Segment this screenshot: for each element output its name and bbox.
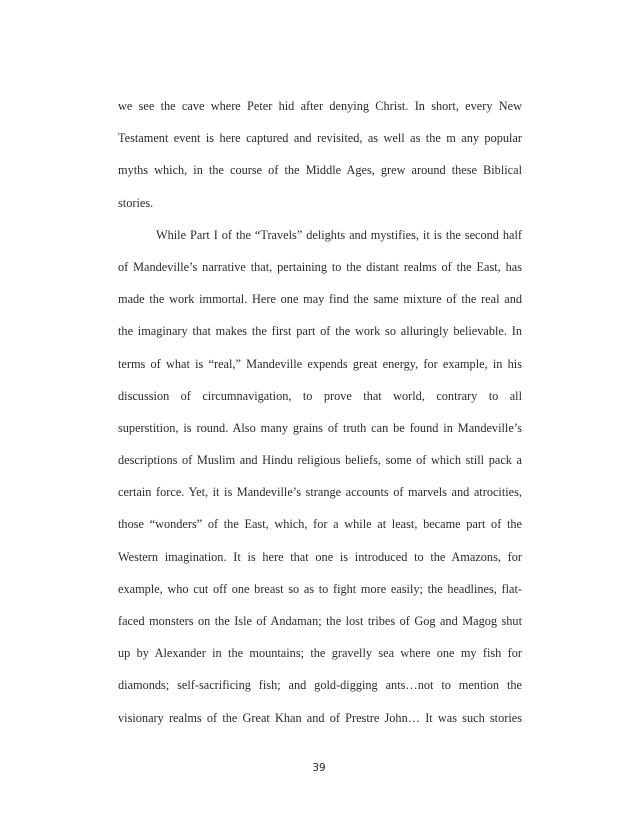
text-line: the imaginary that makes the first part of the work so alluringly believable. In [118,324,522,339]
text-line: those “wonders” of the East, which, for a while at least, became part of the [118,517,522,532]
text-line: terms of what is “real,” Mandeville expends great energy, for example, in his [118,356,522,371]
text-line: we see the cave where Peter hid after denying Christ. In short, every New [118,99,522,113]
text-line: up by Alexander in the mountains; the gravelly sea where one my fish for [118,646,522,661]
text-line: myths which, in the course of the Middle Ages, grew around these Biblical [118,163,522,178]
text-line: Western imagination. It is here that one is introduced to the Amazons, for [118,549,522,564]
text-line: discussion of circumnavigation, to prove that world, contrary to all [118,388,522,403]
text-line: diamonds; self-sacrificing fish; and gold-digging ants…not to mention the [118,678,522,693]
text-line: faced monsters on the Isle of Andaman; the lost tribes of Gog and Magog shut [118,614,522,628]
body-text [118,90,522,734]
text-line: of Mandeville’s narrative that, pertaining to the distant realms of the East, has [118,259,522,274]
text-line: While Part I of the “Travels” delights and mystifies, it is the second half [156,227,522,242]
text-line: descriptions of Muslim and Hindu religious beliefs, some of which still pack a [118,453,522,468]
text-line: made the work immortal. Here one may find the same mixture of the real and [118,292,522,307]
text-line: Testament event is here captured and revisited, as well as the m any popular [118,131,522,146]
text-line: visionary realms of the Great Khan and of Prestre John… It was such stories [118,710,522,725]
text-line: stories. [118,195,154,210]
text-line: superstition, is round. Also many grains of truth can be found in Mandeville’s [118,420,522,435]
text-line: example, who cut off one breast so as to fight more easily; the headlines, flat- [118,581,522,596]
page-number: 39 [312,762,326,774]
text-line: certain force. Yet, it is Mandeville’s strange accounts of marvels and atrocities, [118,485,522,500]
